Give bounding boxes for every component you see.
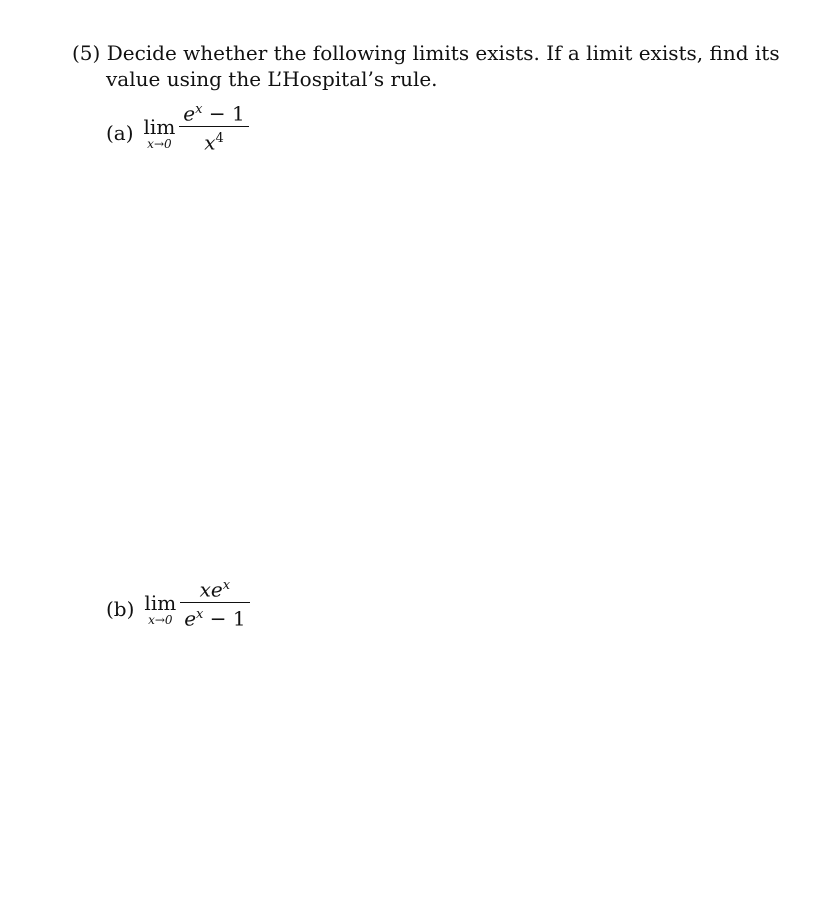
part-b-denominator [180, 603, 249, 631]
part-b-den-exp: x [196, 606, 204, 622]
part-a-lim-word: lim [143, 115, 176, 140]
problem-line-1 [72, 40, 780, 66]
problem-number: (5) [72, 41, 101, 65]
part-b-den-base: e [184, 606, 197, 631]
part-b-label: (b) [106, 597, 135, 622]
part-b-lim-subscript: x→0 [148, 613, 173, 628]
part-a [106, 101, 249, 155]
part-a-num-base: e [183, 101, 196, 126]
part-a-limit [144, 116, 176, 150]
part-a-den-exp: 4 [215, 130, 224, 146]
part-a-num-exp: x [195, 102, 203, 117]
part-a-denominator [200, 127, 228, 155]
part-a-den-base: x [204, 130, 216, 155]
part-b-fraction [180, 574, 249, 630]
part-b-numerator [196, 574, 234, 602]
part-a-numerator [179, 98, 248, 126]
part-b-limit [144, 592, 176, 626]
part-b-den-tail: − 1 [203, 606, 246, 631]
part-b-lim-word: lim [144, 591, 177, 616]
part-b [106, 577, 250, 631]
part-a-num-tail: − 1 [202, 101, 245, 126]
problem-text-1: Decide whether the following limits exists. If a limit exists, find its [106, 41, 780, 65]
part-a-fraction [179, 98, 248, 154]
part-a-label: (a) [106, 121, 134, 146]
part-b-num-base: xe [199, 577, 223, 602]
part-a-lim-subscript: x→0 [147, 137, 172, 152]
part-b-num-exp: x [222, 578, 231, 593]
problem-statement [72, 40, 780, 92]
problem-line-2: value using the L’Hospital’s rule. [106, 67, 438, 91]
